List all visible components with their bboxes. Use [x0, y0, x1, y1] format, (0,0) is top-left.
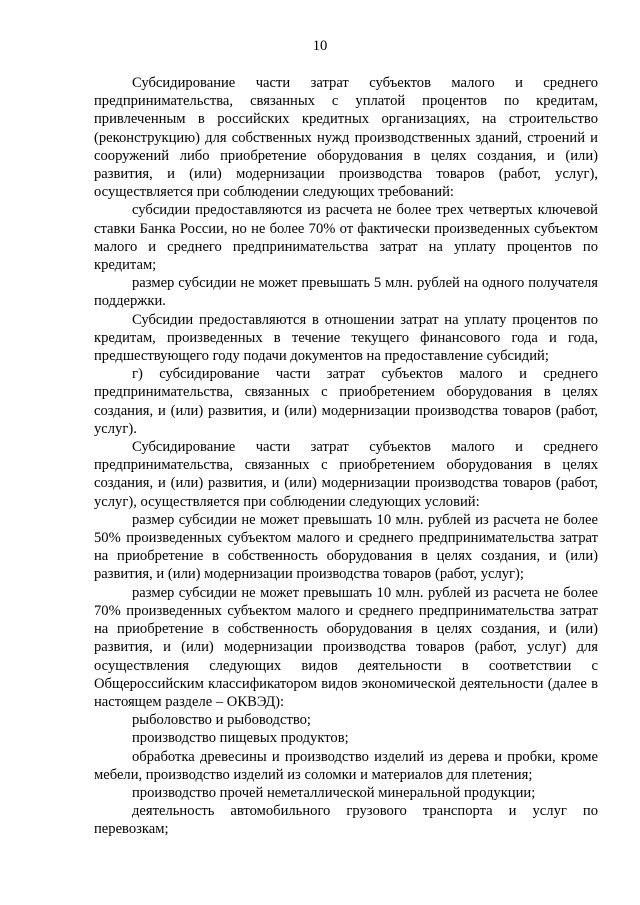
list-item: рыболовство и рыбоводство; [132, 712, 311, 729]
document-body [94, 74, 598, 839]
paragraph: г) субсидирование части затрат субъектов малого и среднего предпринимательства, связанных с приобретением оборудования в целях создания, и (или) развития, и (или) модернизации производства товаров (работ, услуг). [94, 366, 598, 437]
paragraph: размер субсидии не может превышать 10 млн. рублей из расчета не более 70% произведенных субъектом малого и среднего предпринимательства затрат на приобретение в собственность оборудования в целях создания, и (или) развития, и (или) модернизации производства товаров (работ, услуг) для осуществления следующих видов деятельности в соответствии с Общероссийским классификатором видов экономической деятельности (далее в настоящем разделе – ОКВЭД): [94, 584, 598, 710]
list-item: производство пищевых продуктов; [132, 730, 349, 747]
page-number: 10 [312, 38, 328, 54]
list-item: обработка древесины и производство изделий из дерева и пробки, кроме мебели, производство изделий из соломки и материалов для плетения; [94, 748, 598, 783]
paragraph: Субсидирование части затрат субъектов малого и среднего предпринимательства, связанных с приобретением оборудования в целях создания, и (или) развития, и (или) модернизации производства товаров (работ, услуг), осуществляется при соблюдении следующих условий: [94, 439, 598, 510]
paragraph: Субсидии предоставляются в отношении затрат на уплату процентов по кредитам, произведенных в течение текущего финансового года и года, предшествующего году подачи документов на предоставление субсидий; [94, 311, 598, 365]
list-item: производство прочей неметаллической минеральной продукции; [132, 784, 536, 801]
paragraph: Субсидирование части затрат субъектов малого и среднего предпринимательства, связанных с уплатой процентов по кредитам, привлеченным в российских кредитных организациях, на строительство (реконструкцию) для собственных нужд производственных зданий, строений и сооружений либо приобретение оборудования в целях создания, и (или) развития, и (или) модернизации производства товаров (работ, услуг), осуществляется при соблюдении следующих требований: [94, 75, 598, 201]
paragraph: размер субсидии не может превышать 5 млн. рублей на одного получателя поддержки. [94, 275, 598, 310]
paragraph: размер субсидии не может превышать 10 млн. рублей из расчета не более 50% произведенных субъектом малого и среднего предпринимательства затрат на приобретение в собственность оборудования в целях создания, и (или) развития, и (или) модернизации производства товаров (работ, услуг); [94, 511, 598, 583]
list-item: деятельность автомобильного грузового транспорта и услуг по перевозкам; [94, 803, 598, 838]
paragraph: субсидии предоставляются из расчета не более трех четвертых ключевой ставки Банка России, но не более 70% от фактически произведенных субъектом малого и среднего предпринимательства затрат на уплату процентов по кредитам; [94, 202, 598, 274]
